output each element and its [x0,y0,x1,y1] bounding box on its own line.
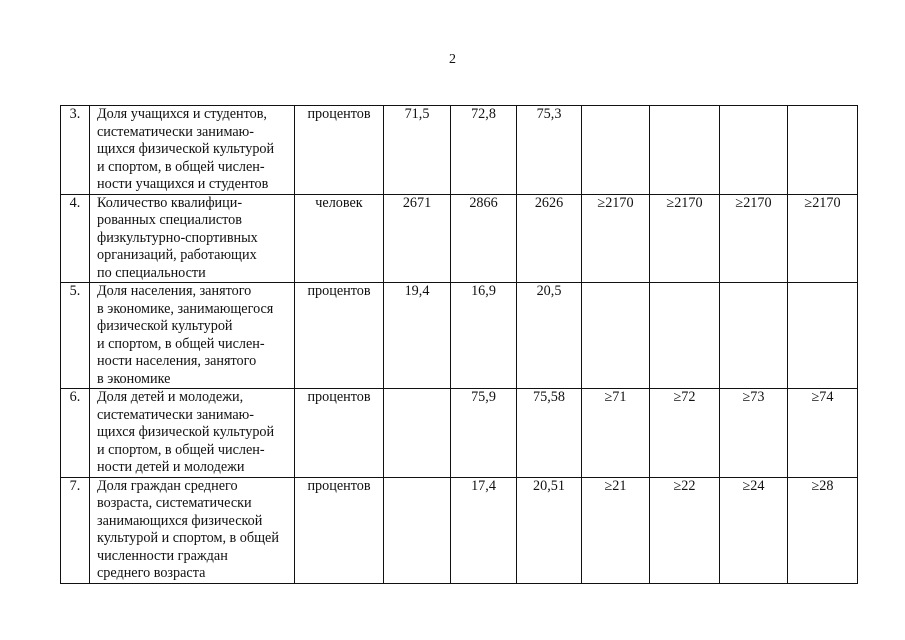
value-cell: ≥2170 [788,194,858,283]
unit-cell: процентов [295,477,384,583]
value-cell: 75,58 [517,389,582,478]
value-cell: ≥73 [720,389,788,478]
description-line: в экономике [97,370,171,387]
value-cell: ≥2170 [720,194,788,283]
description-line: в экономике, занимающегося [97,300,274,317]
description-line: культурой и спортом, в общей [97,530,279,546]
value-cell: ≥74 [788,389,858,478]
value-cell [384,389,451,478]
value-cell: 72,8 [451,106,517,195]
description-line: Доля граждан среднего [97,477,238,494]
value-cell: 16,9 [451,283,517,389]
description-line: занимающихся физической [97,512,263,529]
value-cell [720,283,788,389]
description-line: рованных специалистов [97,212,242,228]
row-number: 4. [61,194,90,283]
description-line: щихся физической культурой [97,424,275,440]
description-line: организаций, работающих [97,247,257,263]
value-cell: 71,5 [384,106,451,195]
unit-cell: процентов [295,283,384,389]
value-cell: ≥2170 [650,194,720,283]
value-cell [582,283,650,389]
value-cell [650,106,720,195]
row-number: 7. [61,477,90,583]
indicator-description [90,389,295,478]
value-cell: 2626 [517,194,582,283]
table-row [61,477,858,583]
description-line: численности граждан [97,547,228,564]
value-cell [788,106,858,195]
value-cell [788,283,858,389]
value-cell [650,283,720,389]
description-line: и спортом, в общей числен- [97,158,265,175]
row-number: 3. [61,106,90,195]
description-line: физической культурой [97,318,233,334]
table-row [61,194,858,283]
row-number: 5. [61,283,90,389]
indicators-table [60,105,858,584]
description-line: по специальности [97,264,206,281]
value-cell: 75,9 [451,389,517,478]
indicator-description [90,477,295,583]
value-cell: 2866 [451,194,517,283]
table-row [61,389,858,478]
value-cell [720,106,788,195]
value-cell: ≥22 [650,477,720,583]
unit-cell: человек [295,194,384,283]
unit-cell: процентов [295,389,384,478]
table-row [61,283,858,389]
value-cell: ≥72 [650,389,720,478]
value-cell: ≥71 [582,389,650,478]
description-line: среднего возраста [97,565,206,581]
description-line: Доля детей и молодежи, [97,389,244,405]
indicator-description [90,194,295,283]
description-line: и спортом, в общей числен- [97,335,265,352]
value-cell: 75,3 [517,106,582,195]
indicator-description [90,283,295,389]
indicator-description [90,106,295,195]
description-line: щихся физической культурой [97,141,275,157]
description-line: и спортом, в общей числен- [97,441,265,458]
description-line: Доля учащихся и студентов, [97,106,267,122]
value-cell [582,106,650,195]
value-cell: ≥2170 [582,194,650,283]
value-cell: ≥24 [720,477,788,583]
value-cell: 19,4 [384,283,451,389]
description-line: ности населения, занятого [97,353,257,369]
description-line: систематически занимаю- [97,123,254,140]
table-body [61,106,858,584]
description-line: возраста, систематически [97,495,252,511]
value-cell: 20,51 [517,477,582,583]
description-line: физкультурно-спортивных [97,229,258,246]
description-line: ности учащихся и студентов [97,176,269,192]
table-row [61,106,858,195]
unit-cell: процентов [295,106,384,195]
value-cell: 20,5 [517,283,582,389]
description-line: Доля населения, занятого [97,283,252,299]
row-number: 6. [61,389,90,478]
value-cell: 17,4 [451,477,517,583]
description-line: систематически занимаю- [97,406,254,423]
page-number: 2 [449,52,456,67]
value-cell: ≥28 [788,477,858,583]
value-cell [384,477,451,583]
description-line: ности детей и молодежи [97,459,245,475]
value-cell: 2671 [384,194,451,283]
value-cell: ≥21 [582,477,650,583]
description-line: Количество квалифици- [97,194,243,211]
